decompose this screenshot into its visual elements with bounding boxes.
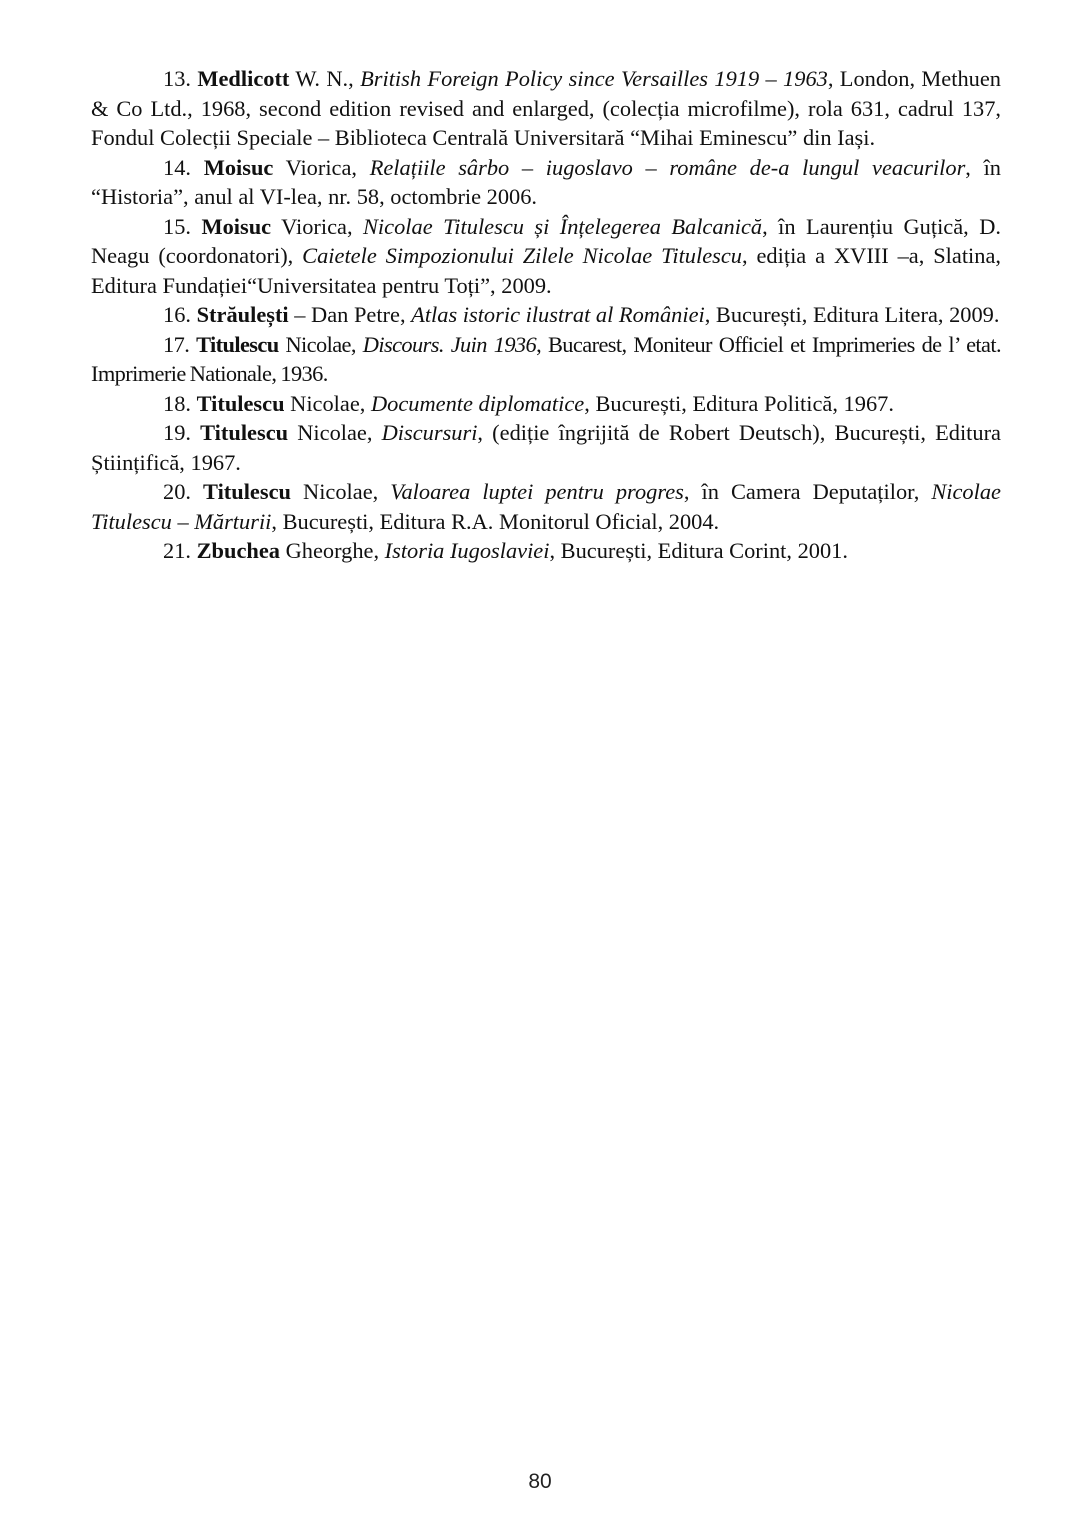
- ref-title: Nicolae Titulescu și Înțelegerea Balcanică: [363, 213, 763, 239]
- ref-text: – Dan Petre,: [288, 302, 412, 327]
- ref-title: Discours. Juin 1936: [362, 331, 537, 357]
- ref-text: Nicolae,: [278, 331, 363, 357]
- ref-number: 13.: [163, 66, 191, 91]
- ref-title: Atlas istoric ilustrat al României: [411, 302, 705, 327]
- ref-title: Valoarea luptei pentru progres: [390, 479, 684, 504]
- ref-text: Nicolae,: [290, 479, 391, 504]
- reference-21: [91, 536, 1001, 566]
- ref-author: Zbuchea: [196, 538, 280, 563]
- ref-text: W. N.,: [289, 66, 361, 91]
- ref-title: Discursuri: [381, 420, 478, 445]
- ref-number: 19.: [163, 420, 191, 445]
- ref-title-secondary: Nicolae Titulescu – Mărturii: [91, 479, 1001, 534]
- ref-title: Documente diplomatice: [370, 390, 585, 416]
- ref-text: , București, Editura Litera, 2009.: [704, 302, 1000, 327]
- ref-author: Titulescu: [203, 479, 291, 504]
- ref-number: 17.: [163, 331, 190, 357]
- ref-number: 20.: [163, 479, 191, 504]
- ref-text: Nicolae,: [288, 420, 382, 445]
- ref-text: Viorica,: [273, 154, 370, 180]
- ref-text: , în “Historia”, anul al VI-lea, nr. 58, octombrie 2006.: [91, 154, 1001, 209]
- ref-number: 21.: [163, 538, 191, 563]
- ref-text: Gheorghe,: [279, 538, 385, 563]
- ref-author: Titulescu: [200, 420, 289, 445]
- ref-text: Nicolae,: [284, 390, 371, 416]
- ref-number: 15.: [163, 213, 191, 239]
- reference-15: [91, 212, 1001, 301]
- ref-text: , Bucarest, Moniteur Officiel et Imprimeries de l’ etat. Imprimerie Nationale, 1936.: [91, 331, 1001, 386]
- page-number: 80: [528, 1470, 552, 1493]
- reference-16: [91, 300, 1001, 330]
- reference-20: [91, 477, 1001, 536]
- ref-author: Titulescu: [196, 331, 279, 357]
- ref-title-secondary: Caietele Simpozionului Zilele Nicolae Titulescu: [302, 243, 742, 268]
- ref-text: , ediția a XVIII –a, Slatina, Editura Fundației“Universitatea pentru Toți”, 2009.: [91, 243, 1002, 298]
- ref-author: Străulești: [196, 302, 289, 327]
- ref-number: 16.: [163, 302, 191, 327]
- reference-18: [91, 389, 1001, 419]
- ref-title: British Foreign Policy since Versailles 1919 – 1963: [360, 66, 828, 91]
- ref-author: Titulescu: [196, 390, 285, 416]
- ref-text: , București, Editura Politică, 1967.: [584, 390, 894, 416]
- ref-author: Medlicott: [197, 66, 290, 91]
- ref-author: Moisuc: [203, 154, 274, 180]
- ref-text: , (ediție îngrijită de Robert Deutsch), București, Editura Științifică, 1967.: [91, 420, 1001, 475]
- bibliography: [91, 64, 1001, 566]
- ref-text: , București, Editura Corint, 2001.: [549, 538, 848, 563]
- ref-title: Relațiile sârbo – iugoslavo – române de-a lungul veacurilor: [369, 154, 966, 180]
- ref-text: , în Laurențiu Guțică, D. Neagu (coordonatori),: [91, 213, 1001, 268]
- reference-13: [91, 64, 1001, 153]
- reference-19: [91, 418, 1001, 477]
- ref-title: Istoria Iugoslaviei: [384, 538, 550, 563]
- ref-text: , București, Editura R.A. Monitorul Oficial, 2004.: [271, 508, 720, 534]
- ref-text: , London, Methuen & Co Ltd., 1968, second edition revised and enlarged, (colecția microfilme), rola 631, cadrul 137, Fondul Colecții Speciale – Biblioteca Centrală Universitară “Mihai Eminescu” din Iași.: [91, 66, 1001, 150]
- ref-number: 14.: [163, 154, 191, 180]
- ref-author: Moisuc: [201, 213, 272, 239]
- ref-text: , în Camera Deputaților,: [683, 479, 932, 504]
- ref-number: 18.: [163, 390, 191, 416]
- ref-text: Viorica,: [271, 213, 363, 239]
- reference-14: [91, 153, 1001, 212]
- reference-17: [91, 330, 1001, 389]
